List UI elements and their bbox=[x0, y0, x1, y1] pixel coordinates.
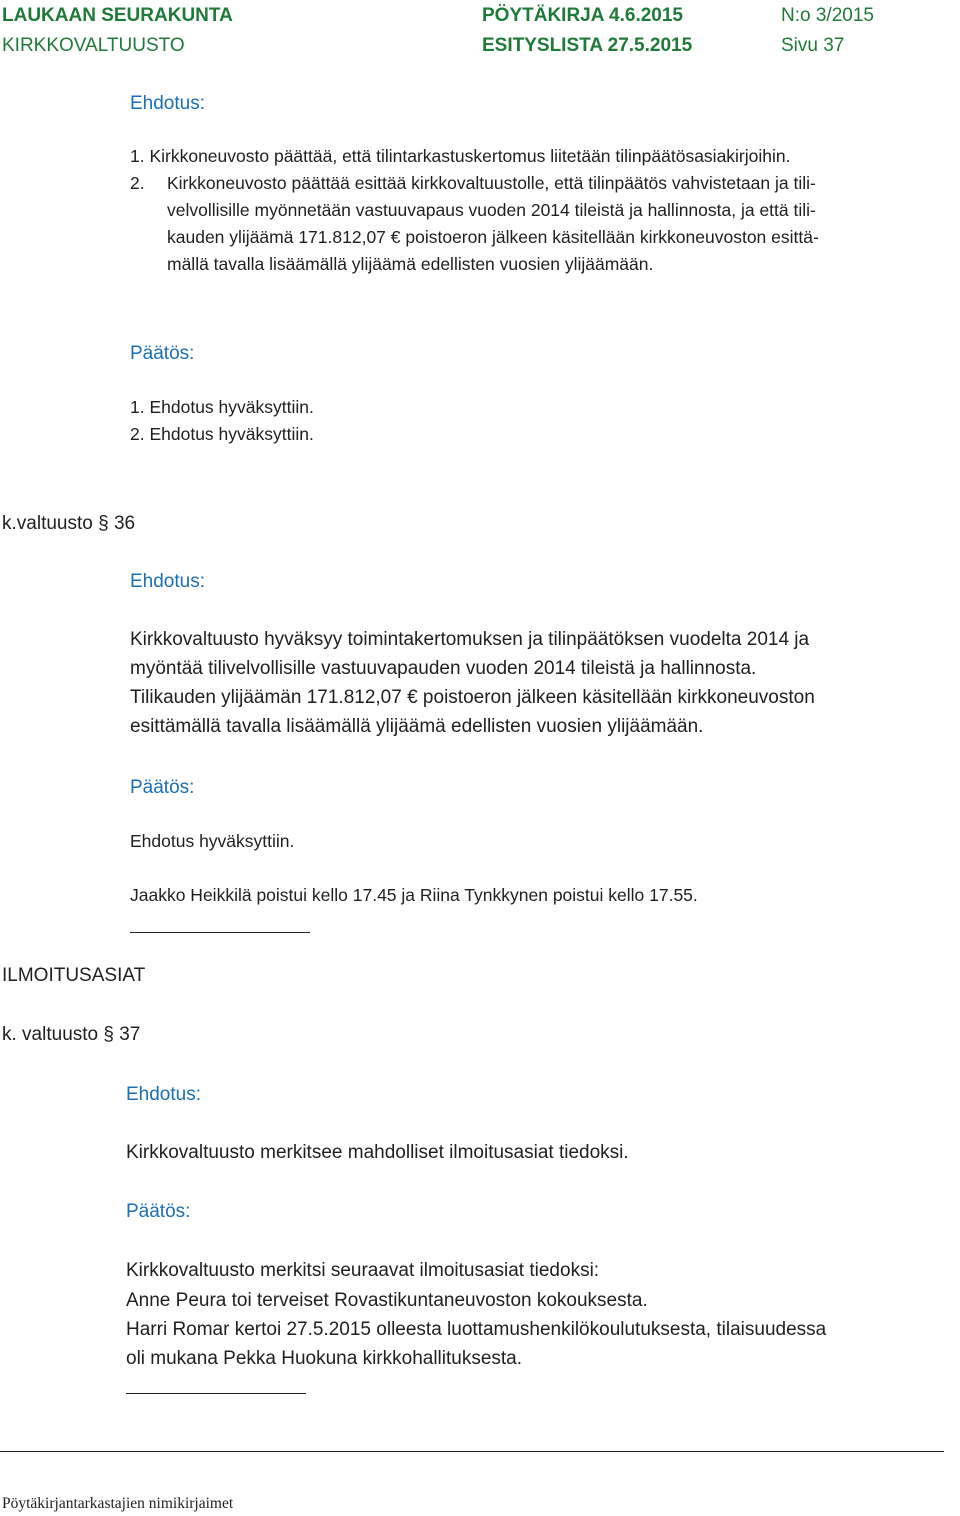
header-org: LAUKAAN SEURAKUNTA bbox=[2, 5, 233, 26]
proposal-heading: Ehdotus: bbox=[126, 1084, 201, 1105]
proposal-item-2-number: 2. bbox=[130, 173, 145, 193]
decision-item: 2. Ehdotus hyväksyttiin. bbox=[130, 424, 314, 444]
decision-line: Kirkkovaltuusto merkitsi seuraavat ilmoitusasiat tiedoksi: bbox=[126, 1260, 600, 1281]
proposal-heading: Ehdotus: bbox=[130, 571, 205, 592]
proposal-line: Kirkkovaltuusto hyväksyy toimintakertomuksen ja tilinpäätöksen vuodelta 2014 ja bbox=[130, 629, 810, 650]
proposal-heading: Ehdotus: bbox=[130, 93, 205, 114]
section-title: ILMOITUSASIAT bbox=[2, 965, 146, 986]
decision-heading: Päätös: bbox=[130, 343, 195, 364]
decision-heading: Päätös: bbox=[130, 777, 195, 798]
header-body: KIRKKOVALTUUSTO bbox=[2, 35, 185, 56]
proposal-item-1: 1. Kirkkoneuvosto päättää, että tilintarkastuskertomus liitetään tilinpäätösasiakirjoihin. bbox=[130, 146, 791, 166]
attendance-note: Jaakko Heikkilä poistui kello 17.45 ja Riina Tynkkynen poistui kello 17.55. bbox=[130, 885, 698, 905]
proposal-text: Kirkkovaltuusto merkitsee mahdolliset ilmoitusasiat tiedoksi. bbox=[126, 1142, 629, 1163]
proposal-line: Tilikauden ylijäämän 171.812,07 € poistoeron jälkeen käsitellään kirkkoneuvoston bbox=[130, 687, 815, 708]
header-number: N:o 3/2015 bbox=[781, 5, 874, 26]
separator-line bbox=[126, 1393, 306, 1394]
decision-line: Anne Peura toi terveiset Rovastikuntaneuvoston kokouksesta. bbox=[126, 1290, 648, 1311]
footer-rule bbox=[0, 1451, 944, 1452]
decision-line: oli mukana Pekka Huokuna kirkkohallituksesta. bbox=[126, 1348, 523, 1369]
decision-text: Ehdotus hyväksyttiin. bbox=[130, 831, 295, 851]
header-page: Sivu 37 bbox=[781, 35, 845, 56]
proposal-item-2-line: mällä tavalla lisäämällä ylijäämä edellisten vuosien ylijäämään. bbox=[167, 254, 654, 274]
decision-heading: Päätös: bbox=[126, 1201, 191, 1222]
footer-initials-label: Pöytäkirjantarkastajien nimikirjaimet bbox=[2, 1495, 234, 1512]
proposal-item-2-line: Kirkkoneuvosto päättää esittää kirkkovaltuustolle, että tilinpäätös vahvistetaan ja tili- bbox=[167, 173, 816, 193]
decision-item: 1. Ehdotus hyväksyttiin. bbox=[130, 397, 314, 417]
header-agenda-date: ESITYSLISTA 27.5.2015 bbox=[482, 35, 693, 56]
section-label: k. valtuusto § 37 bbox=[2, 1024, 141, 1045]
header-minutes-date: PÖYTÄKIRJA 4.6.2015 bbox=[482, 5, 683, 26]
section-label: k.valtuusto § 36 bbox=[2, 513, 136, 534]
decision-line: Harri Romar kertoi 27.5.2015 olleesta luottamushenkilökoulutuksesta, tilaisuudessa bbox=[126, 1319, 827, 1340]
proposal-item-2-line: kauden ylijäämä 171.812,07 € poistoeron jälkeen käsitellään kirkkoneuvoston esittä- bbox=[167, 227, 819, 247]
proposal-item-2-line: velvollisille myönnetään vastuuvapaus vuoden 2014 tileistä ja hallinnosta, ja että tili- bbox=[167, 200, 816, 220]
proposal-line: esittämällä tavalla lisäämällä ylijäämä edellisten vuosien ylijäämään. bbox=[130, 716, 704, 737]
proposal-line: myöntää tilivelvollisille vastuuvapauden vuoden 2014 tileistä ja hallinnosta. bbox=[130, 658, 757, 679]
separator-line bbox=[130, 932, 310, 933]
